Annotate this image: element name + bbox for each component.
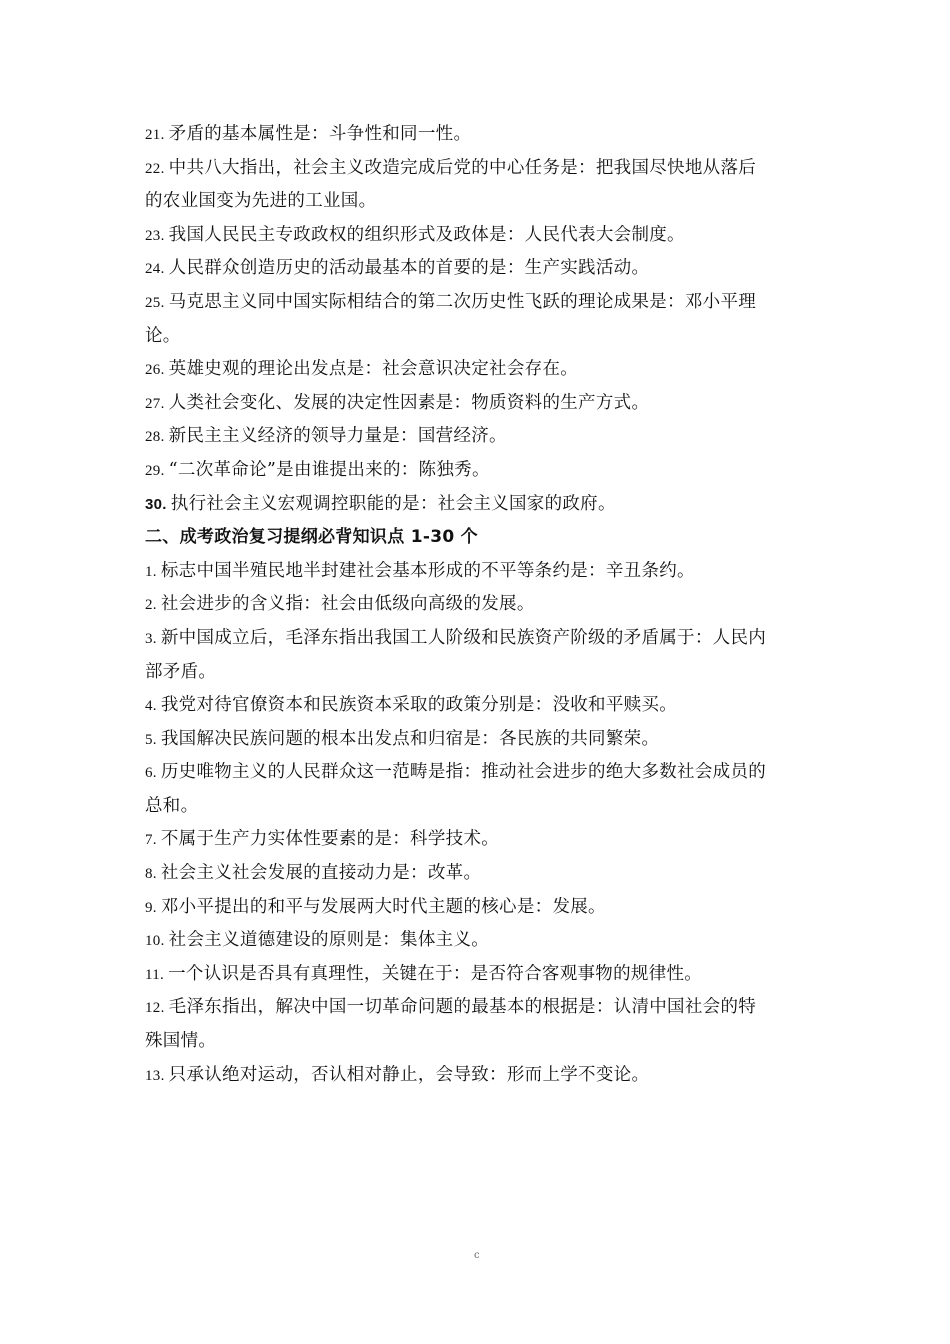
item-text: 新民主主义经济的领导力量是：国营经济。 (168, 426, 507, 447)
list-item-line (145, 152, 815, 186)
item-number: 11. (145, 966, 165, 983)
list-item-line (145, 1059, 815, 1093)
item-text: 社会主义社会发展的直接动力是：改革。 (160, 863, 482, 884)
list-item-line (145, 555, 815, 589)
item-number: 5. (145, 731, 157, 748)
list-item-line (145, 252, 815, 286)
list-item-line (145, 622, 815, 656)
item-number: 6. (145, 765, 157, 782)
item-number: 13. (145, 1067, 165, 1084)
item-number: 27. (145, 395, 165, 412)
item-number: 4. (145, 698, 157, 715)
item-text: 新中国成立后，毛泽东指出我国工人阶级和民族资产阶级的矛盾属于：人民内 (160, 627, 767, 648)
list-item-line (145, 991, 815, 1025)
item-text: 我国人民民主专政政权的组织形式及政体是：人民代表大会制度。 (168, 224, 685, 245)
item-text: 社会主义道德建设的原则是：集体主义。 (168, 930, 490, 951)
list-item-line (145, 1025, 815, 1059)
list-item-line (145, 689, 815, 723)
item-text: 马克思主义同中国实际相结合的第二次历史性飞跃的理论成果是：邓小平理 (168, 291, 757, 312)
item-text: 人类社会变化、发展的决定性因素是：物质资料的生产方式。 (168, 392, 650, 413)
item-number: 29. (145, 462, 165, 479)
item-text: 中共八大指出，社会主义改造完成后党的中心任务是：把我国尽快地从落后 (168, 157, 757, 178)
item-number: 9. (145, 899, 157, 916)
list-item-line (145, 118, 815, 152)
item-text: “二次革命论”是由谁提出来的：陈独秀。 (168, 459, 490, 480)
item-text: 英雄史观的理论出发点是：社会意识决定社会存在。 (168, 359, 579, 380)
item-text: 人民群众创造历史的活动最基本的首要的是：生产实践活动。 (168, 258, 650, 279)
item-text: 社会进步的含义指：社会由低级向高级的发展。 (160, 594, 535, 615)
list-item-line (145, 723, 815, 757)
item-number: 7. (145, 832, 157, 849)
item-number: 12. (145, 1000, 165, 1017)
item-number: 23. (145, 227, 165, 244)
list-item-line (145, 353, 815, 387)
section-heading: 二、成考政治复习提纲必背知识点 1-30 个 (145, 527, 478, 548)
item-text: 我党对待官僚资本和民族资本采取的政策分别是：没收和平赎买。 (160, 695, 678, 716)
item-text: 不属于生产力实体性要素的是：科学技术。 (160, 829, 500, 850)
list-item-line (145, 185, 815, 219)
item-number: 25. (145, 294, 165, 311)
item-text: 论。 (145, 325, 181, 346)
list-item-line (145, 857, 815, 891)
item-number: 26. (145, 362, 165, 379)
list-item-line (145, 286, 815, 320)
list-item-line (145, 320, 815, 354)
list-item-line (145, 387, 815, 421)
item-text: 毛泽东指出，解决中国一切革命问题的最基本的根据是：认清中国社会的特 (168, 997, 757, 1018)
list-item-line (145, 488, 815, 522)
item-number: 24. (145, 261, 165, 278)
list-item-line (145, 454, 815, 488)
list-item-line (145, 588, 815, 622)
item-text: 殊国情。 (145, 1031, 217, 1052)
item-text: 邓小平提出的和平与发展两大时代主题的核心是：发展。 (160, 896, 606, 917)
item-number: 3. (145, 630, 157, 647)
document-body (145, 118, 815, 1092)
list-item-line (145, 790, 815, 824)
item-text: 标志中国半殖民地半封建社会基本形成的不平等条约是：辛丑条约。 (160, 560, 695, 581)
item-text: 矛盾的基本属性是：斗争性和同一性。 (168, 124, 472, 144)
item-number: 10. (145, 933, 165, 950)
item-text: 我国解决民族问题的根本出发点和归宿是：各民族的共同繁荣。 (160, 728, 660, 749)
list-item-line (145, 958, 815, 992)
item-number: 22. (145, 160, 165, 177)
list-item-line (145, 420, 815, 454)
item-text: 执行社会主义宏观调控职能的是：社会主义国家的政府。 (170, 493, 616, 514)
knowledge-list-part2 (145, 555, 815, 1093)
item-number: 21. (145, 127, 165, 143)
list-item-line (145, 891, 815, 925)
item-text: 的农业国变为先进的工业国。 (145, 191, 377, 212)
list-item-line (145, 656, 815, 690)
item-number: 28. (145, 429, 165, 446)
item-text: 历史唯物主义的人民群众这一范畴是指：推动社会进步的绝大多数社会成员的 (160, 762, 767, 783)
list-item-line (145, 219, 815, 253)
item-text: 一个认识是否具有真理性，关键在于：是否符合客观事物的规律性。 (168, 963, 703, 984)
item-text: 只承认绝对运动，否认相对静止，会导致：形而上学不变论。 (168, 1064, 650, 1085)
item-number: 2. (145, 597, 157, 614)
item-number: 1. (145, 563, 157, 580)
item-text: 部矛盾。 (145, 661, 217, 682)
list-item-line (145, 823, 815, 857)
item-number: 8. (145, 866, 157, 883)
list-item-line (145, 756, 815, 790)
item-number: 30. (145, 495, 167, 513)
page-footer-mark: c (474, 1250, 480, 1261)
item-text: 总和。 (145, 795, 199, 816)
list-item-line (145, 924, 815, 958)
knowledge-list-part1 (145, 118, 815, 521)
